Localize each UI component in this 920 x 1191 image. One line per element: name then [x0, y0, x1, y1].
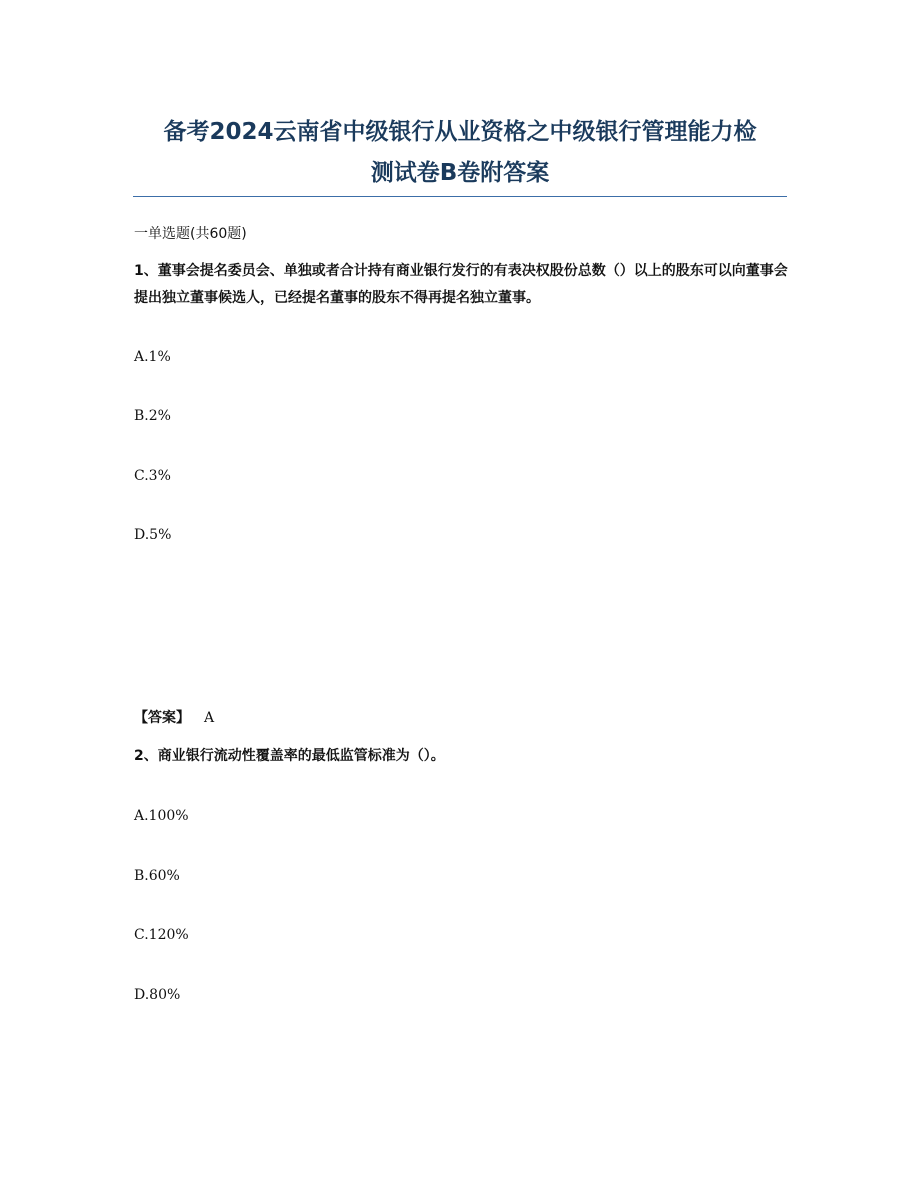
title-line-1: 备考2024云南省中级银行从业资格之中级银行管理能力检	[163, 119, 757, 145]
question-1-text: 1、董事会提名委员会、单独或者合计持有商业银行发行的有表决权股份总数（）以上的股东可以向董事会提出独立董事候选人，已经提名董事的股东不得再提名独立董事。	[134, 263, 788, 306]
answer-value: A	[204, 710, 215, 726]
question-1-option-a: A.1%	[134, 349, 171, 365]
answer-line	[134, 707, 214, 727]
question-2-option-d: D.80%	[134, 987, 181, 1003]
question-2-option-c: C.120%	[134, 927, 189, 943]
question-1-option-b: B.2%	[134, 408, 171, 424]
section-header: 一单选题(共60题)	[134, 226, 247, 242]
question-1-option-c: C.3%	[134, 468, 171, 484]
document-title	[0, 112, 920, 194]
title-line-2: 测试卷B卷附答案	[370, 160, 550, 186]
question-2-option-b: B.60%	[134, 868, 180, 884]
title-divider	[133, 196, 787, 197]
question-2-option-a: A.100%	[134, 808, 189, 824]
question-1-option-d: D.5%	[134, 527, 172, 543]
question-2-text: 2、商业银行流动性覆盖率的最低监管标准为（）。	[134, 748, 445, 764]
answer-label: 【答案】	[134, 710, 190, 726]
